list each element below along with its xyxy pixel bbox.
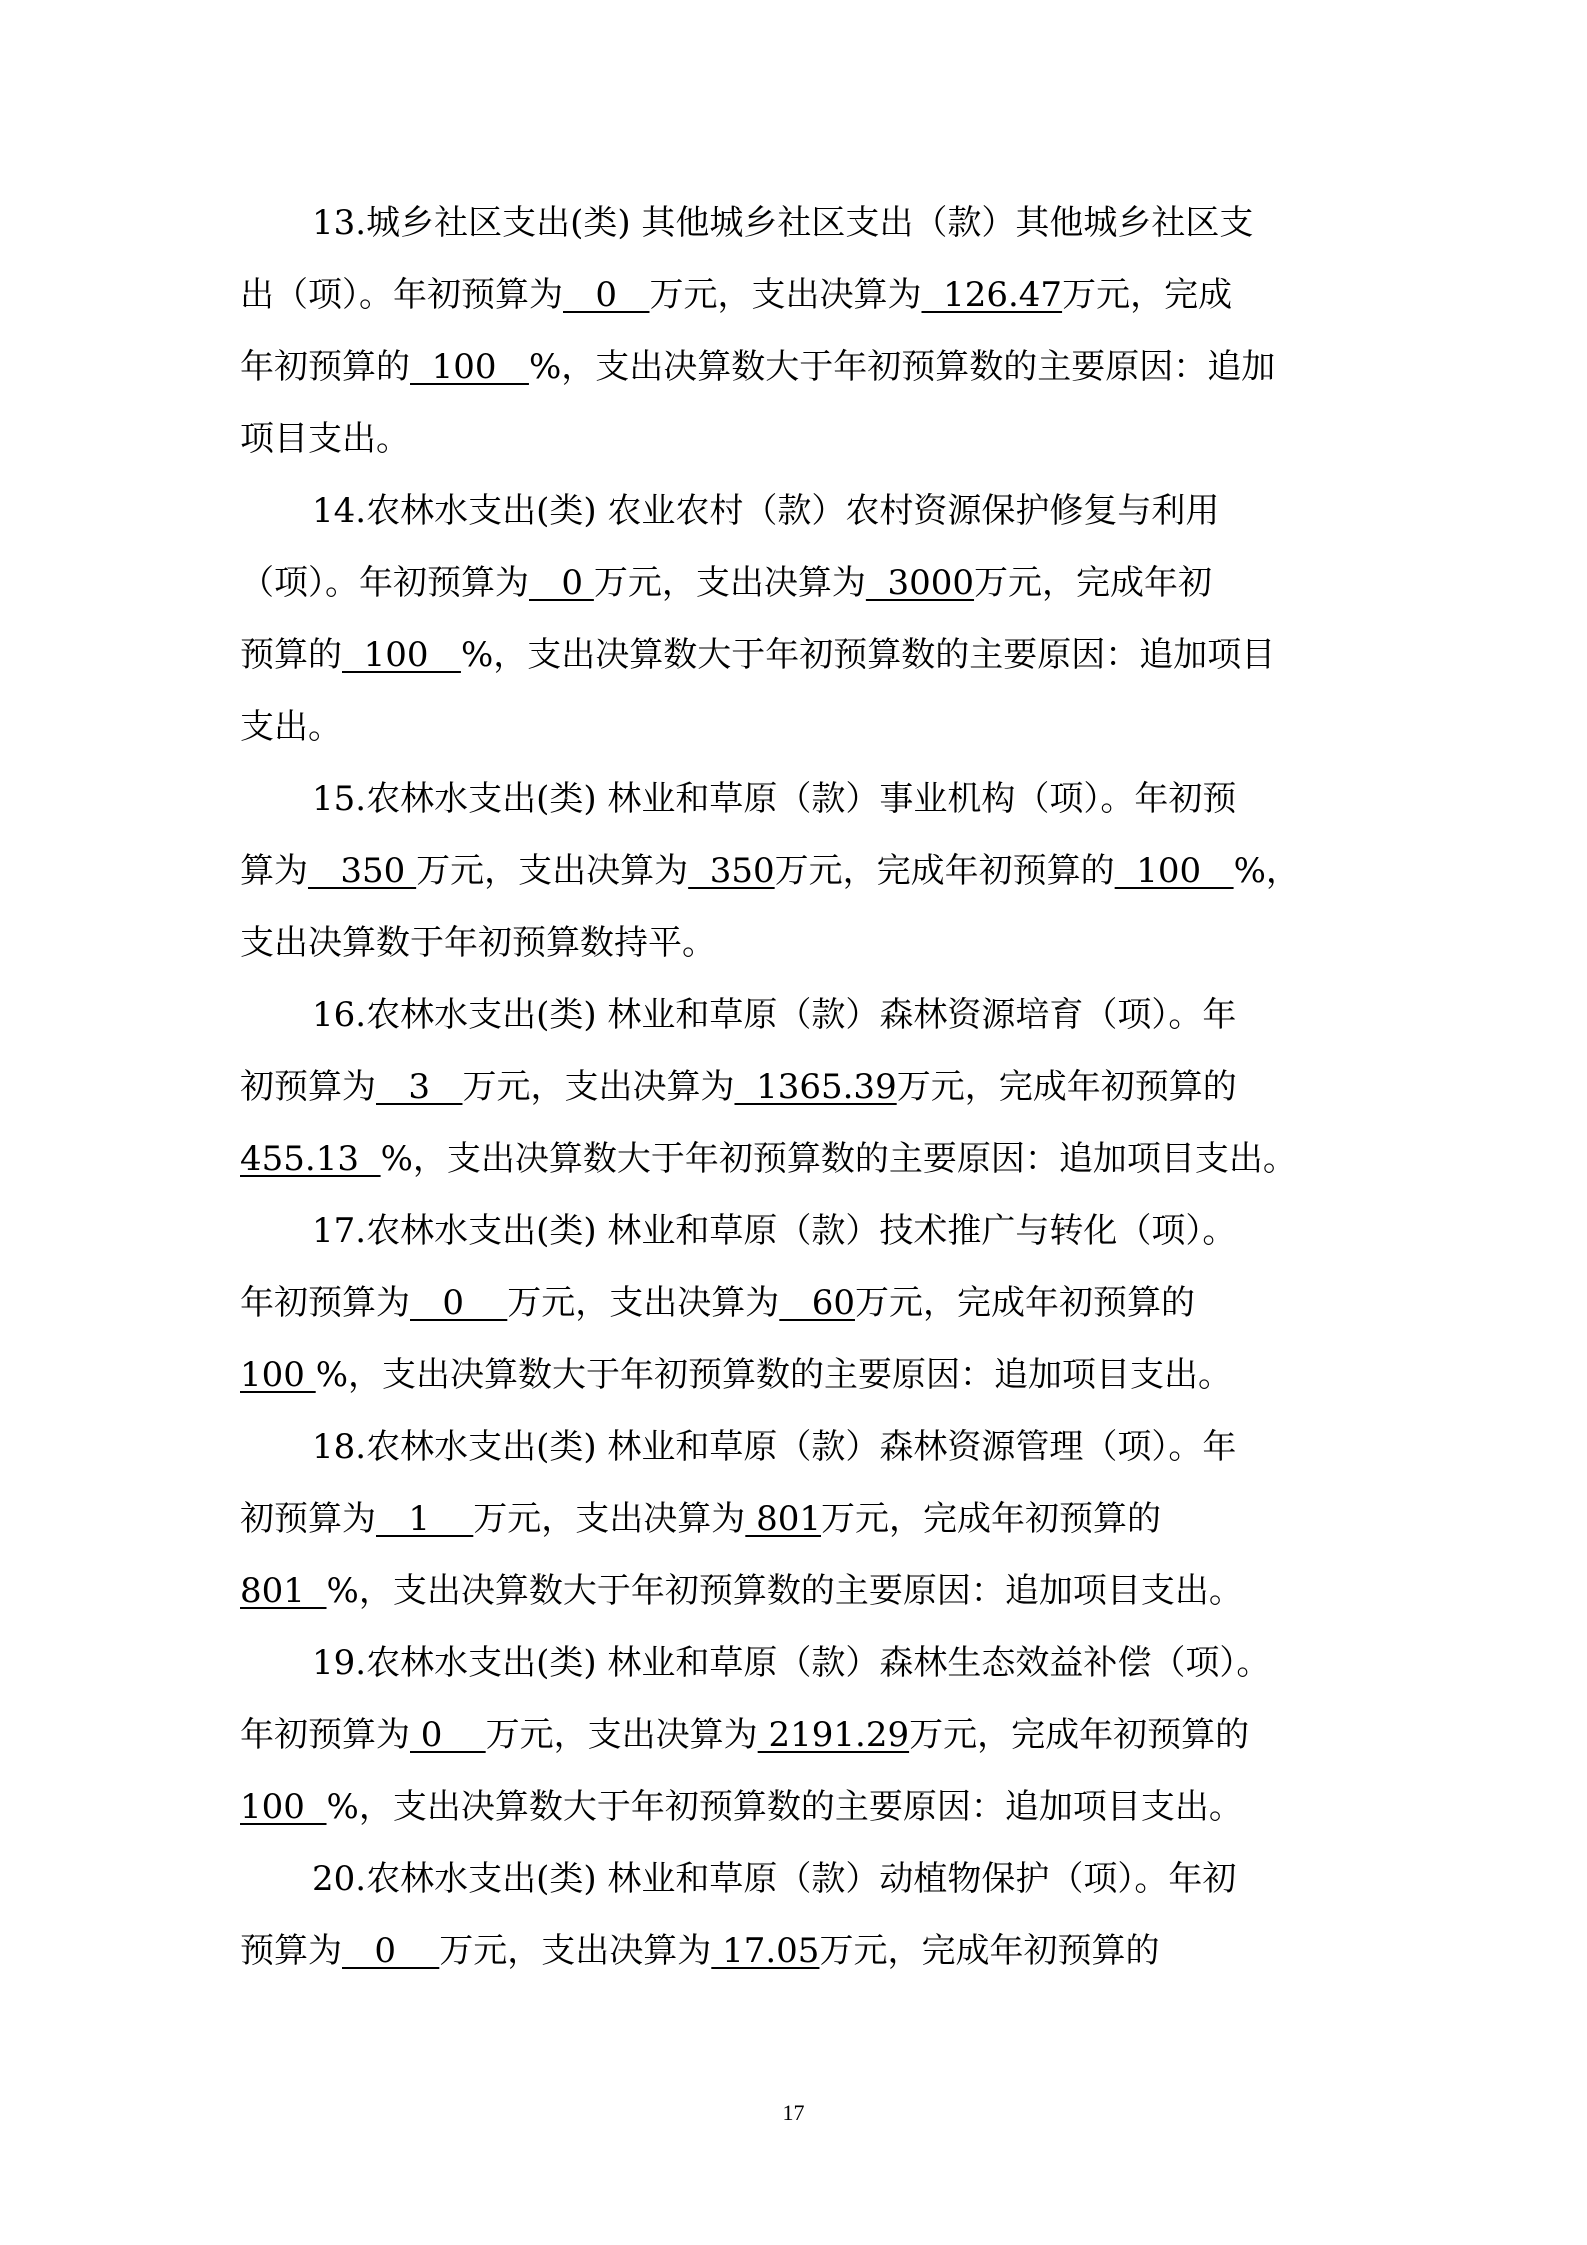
actual-blank: 126.47 bbox=[921, 275, 1063, 315]
text: 初预算为 bbox=[240, 1067, 376, 1107]
percent-blank: 100 bbox=[410, 347, 529, 387]
text: 农林水支出(类) 林业和草原（款）森林资源管理（项）。年 bbox=[366, 1427, 1237, 1467]
paragraph-19-line-2 bbox=[240, 1712, 1355, 1758]
text: 支出。 bbox=[240, 707, 342, 747]
paragraph-14-line-3 bbox=[240, 632, 1355, 678]
paragraph-19-line-3 bbox=[240, 1784, 1355, 1830]
paragraph-13-line-4 bbox=[240, 416, 1355, 462]
text: %，支出决算数大于年初预算数的主要原因：追加项目支出。 bbox=[326, 1571, 1243, 1611]
text: 万元，支出决算为 bbox=[649, 275, 922, 315]
text: 万元，完成年初 bbox=[974, 563, 1213, 603]
text: 年初预算为 bbox=[240, 1715, 410, 1755]
paragraph-15-line-2 bbox=[240, 848, 1355, 894]
paragraph-15-line-3 bbox=[240, 920, 1355, 966]
text: 万元，支出决算为 bbox=[473, 1499, 746, 1539]
text: （项）。年初预算为 bbox=[240, 563, 529, 603]
text: %，支出决算数大于年初预算数的主要原因：追加项目 bbox=[460, 635, 1276, 675]
budget-blank: 0 bbox=[410, 1715, 486, 1755]
percent-blank: 100 bbox=[240, 1787, 327, 1827]
text: 万元，支出决算为 bbox=[416, 851, 689, 891]
paragraph-14-line-2 bbox=[240, 560, 1355, 606]
text: 万元，支出决算为 bbox=[439, 1931, 712, 1971]
paragraph-16-line-2 bbox=[240, 1064, 1355, 1110]
item-number: 14. bbox=[312, 491, 367, 531]
paragraph-13-line-2 bbox=[240, 272, 1355, 318]
percent-blank: 100 bbox=[1114, 851, 1234, 891]
text: 算为 bbox=[240, 851, 308, 891]
budget-blank: 0 bbox=[342, 1931, 440, 1971]
text: 万元，支出决算为 bbox=[507, 1283, 780, 1323]
paragraph-17-line-3 bbox=[240, 1352, 1355, 1398]
text: 万元，完成 bbox=[1062, 275, 1233, 315]
item-number: 16. bbox=[312, 995, 367, 1035]
text: 预算的 bbox=[240, 635, 342, 675]
text: 项目支出。 bbox=[240, 419, 410, 459]
paragraph-16-line-3 bbox=[240, 1136, 1355, 1182]
paragraph-18-line-3 bbox=[240, 1568, 1355, 1614]
page-number: 17 bbox=[782, 2100, 805, 2125]
item-number: 20. bbox=[312, 1859, 367, 1899]
text: 万元，支出决算为 bbox=[462, 1067, 735, 1107]
paragraph-13-line-1 bbox=[312, 200, 1355, 246]
text: 农林水支出(类) 林业和草原（款）动植物保护（项）。年初 bbox=[366, 1859, 1237, 1899]
actual-blank: 1365.39 bbox=[734, 1067, 897, 1107]
text: 农林水支出(类) 农业农村（款）农村资源保护修复与利用 bbox=[366, 491, 1220, 531]
text: 万元，支出决算为 bbox=[485, 1715, 758, 1755]
text: 万元，完成年初预算的 bbox=[774, 851, 1115, 891]
item-number: 13. bbox=[312, 203, 367, 243]
actual-blank: 350 bbox=[688, 851, 775, 891]
percent-blank: 100 bbox=[240, 1355, 316, 1395]
paragraph-18-line-1 bbox=[312, 1424, 1355, 1470]
text: 预算为 bbox=[240, 1931, 342, 1971]
paragraph-13-line-3 bbox=[240, 344, 1355, 390]
budget-blank: 0 bbox=[529, 563, 594, 603]
text: %，支出决算数大于年初预算数的主要原因：追加项目支出。 bbox=[315, 1355, 1233, 1395]
text: 初预算为 bbox=[240, 1499, 376, 1539]
text: %，支出决算数大于年初预算数的主要原因：追加 bbox=[528, 347, 1276, 387]
text: 年初预算的 bbox=[240, 347, 410, 387]
text: 万元，完成年初预算的 bbox=[896, 1067, 1237, 1107]
text: 农林水支出(类) 林业和草原（款）森林生态效益补偿（项）。 bbox=[366, 1643, 1271, 1683]
paragraph-17-line-2 bbox=[240, 1280, 1355, 1326]
item-number: 17. bbox=[312, 1211, 367, 1251]
paragraph-17-line-1 bbox=[312, 1208, 1355, 1254]
paragraph-14-line-1 bbox=[312, 488, 1355, 534]
paragraph-16-line-1 bbox=[312, 992, 1355, 1038]
percent-blank: 801 bbox=[240, 1571, 327, 1611]
actual-blank: 801 bbox=[745, 1499, 821, 1539]
text: %，支出决算数大于年初预算数的主要原因：追加项目支出。 bbox=[326, 1787, 1243, 1827]
budget-blank: 0 bbox=[410, 1283, 508, 1323]
text: 出（项）。年初预算为 bbox=[240, 275, 563, 315]
paragraph-20-line-1 bbox=[312, 1856, 1355, 1902]
percent-blank: 455.13 bbox=[240, 1139, 381, 1179]
paragraph-15-line-1 bbox=[312, 776, 1355, 822]
text: 农林水支出(类) 林业和草原（款）森林资源培育（项）。年 bbox=[366, 995, 1237, 1035]
item-number: 18. bbox=[312, 1427, 367, 1467]
text: 农林水支出(类) 林业和草原（款）事业机构（项）。年初预 bbox=[366, 779, 1237, 819]
text: 农林水支出(类) 林业和草原（款）技术推广与转化（项）。 bbox=[366, 1211, 1237, 1251]
percent-blank: 100 bbox=[342, 635, 461, 675]
paragraph-14-line-4 bbox=[240, 704, 1355, 750]
text: %，支出决算数大于年初预算数的主要原因：追加项目支出。 bbox=[380, 1139, 1297, 1179]
text: 万元，完成年初预算的 bbox=[821, 1499, 1161, 1539]
item-number: 19. bbox=[312, 1643, 367, 1683]
text: 万元，完成年初预算的 bbox=[819, 1931, 1160, 1971]
budget-blank: 0 bbox=[563, 275, 650, 315]
paragraph-18-line-2 bbox=[240, 1496, 1355, 1542]
budget-blank: 3 bbox=[376, 1067, 463, 1107]
text: %， bbox=[1233, 851, 1300, 891]
budget-blank: 1 bbox=[376, 1499, 474, 1539]
text: 年初预算为 bbox=[240, 1283, 410, 1323]
text: 万元，支出决算为 bbox=[593, 563, 866, 603]
paragraph-20-line-2 bbox=[240, 1928, 1355, 1974]
text: 万元，完成年初预算的 bbox=[909, 1715, 1250, 1755]
text: 城乡社区支出(类) 其他城乡社区支出（款）其他城乡社区支 bbox=[366, 203, 1254, 243]
text: 万元，完成年初预算的 bbox=[854, 1283, 1195, 1323]
text: 支出决算数于年初预算数持平。 bbox=[240, 923, 716, 963]
actual-blank: 3000 bbox=[865, 563, 975, 603]
actual-blank: 2191.29 bbox=[757, 1715, 910, 1755]
actual-blank: 17.05 bbox=[711, 1931, 820, 1971]
item-number: 15. bbox=[312, 779, 367, 819]
budget-blank: 350 bbox=[308, 851, 417, 891]
paragraph-19-line-1 bbox=[312, 1640, 1355, 1686]
actual-blank: 60 bbox=[779, 1283, 855, 1323]
